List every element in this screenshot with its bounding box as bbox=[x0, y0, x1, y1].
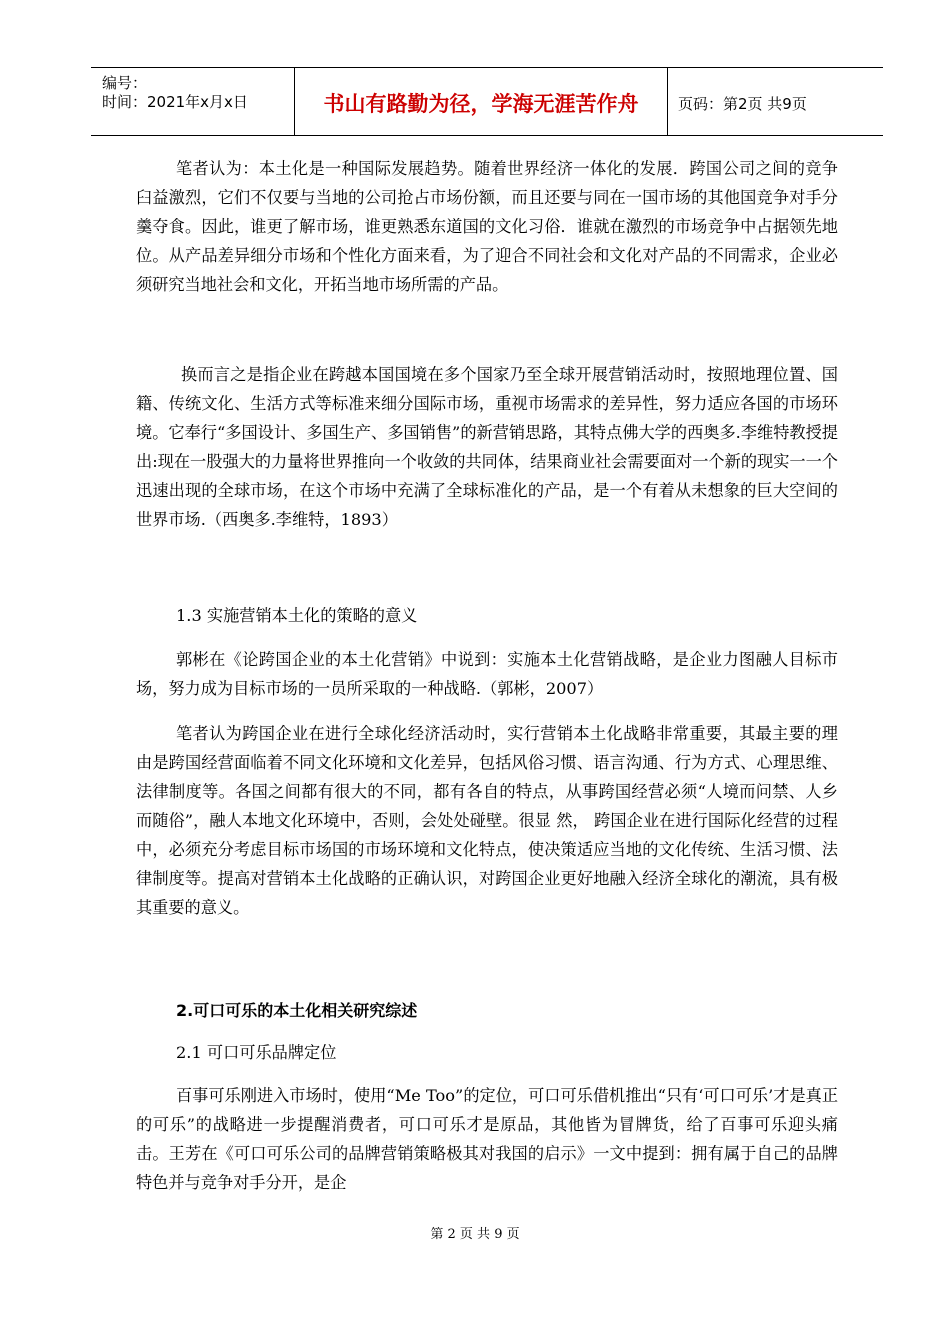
paragraph: 笔者认为：本土化是一种国际发展趋势。随着世界经济一体化的发展．跨国公司之间的竞争臼益激烈，它们不仅要与当地的公司抢占市场份额，而且还要与同在一国市场的其他国竞争对手分羹夺食。因此，谁更了解市场，谁更熟悉东道国的文化习俗．谁就在激烈的市场竞争中占据领先地位。从产品差异细分市场和个性化方面来看，为了迎合不同社会和文化对产品的不同需求，企业必须研究当地社会和文化，开拓当地市场所需的产品。 bbox=[136, 159, 838, 294]
paragraph: 百事可乐刚进入市场时，使用“Me Too”的定位，可口可乐借机推出“只有‘可口可乐’才是真正的可乐”的战略进一步提醒消费者，可口可乐才是原品，其他皆为冒牌货，给了百事可乐迎头痛击。王芳在《可口可乐公司的品牌营销策略极其对我国的启示》一文中提到：拥有属于自己的品牌特色并与竞争对手分开，是企 bbox=[136, 1086, 839, 1192]
page-number-label: 页码：第2页 共9页 bbox=[678, 95, 807, 113]
doc-id-label: 编号： bbox=[102, 74, 148, 92]
header-motto-cell bbox=[294, 68, 668, 135]
paragraph: 换而言之是指企业在跨越本国国境在多个国家乃至全球开展营销活动时，按照地理位置、国籍、传统文化、生活方式等标准来细分国际市场，重视市场需求的差异性，努力适应各国的市场环境。它奉行“多国设计、多国生产、多国销售”的新营销思路，其特点佛大学的西奥多.李维特教授提出:现在一股强大的力量将世界推向一个收敛的共同体，结果商业社会需要面对一个新的现实一一个迅速出现的全球市场，在这个市场中充满了全球标准化的产品，是一个有着从未想象的巨大空间的世界市场.（西奥多.李维特，1893） bbox=[136, 365, 838, 529]
header-page-cell bbox=[668, 68, 883, 135]
paragraph: 郭彬在《论跨国企业的本土化营销》中说到：实施本土化营销战略，是企业力图融人目标市场，努力成为目标市场的一员所采取的一种战略.（郭彬，2007） bbox=[136, 650, 838, 698]
section-heading-2-1: 2.1 可口可乐品牌定位 bbox=[176, 1043, 337, 1062]
page-footer: 第 2 页 共 9 页 bbox=[430, 1227, 520, 1242]
section-heading-2: 2.可口可乐的本土化相关研究综述 bbox=[176, 1001, 418, 1020]
header-table bbox=[91, 67, 883, 136]
motto-text: 书山有路勤为径，学海无涯苦作舟 bbox=[323, 92, 639, 116]
paragraph: 笔者认为跨国企业在进行全球化经济活动时，实行营销本土化战略非常重要，其最主要的理由是跨国经营面临着不同文化环境和文化差异，包括风俗习惯、语言沟通、行为方式、心理思维、法律制度等。各国之间都有很大的不同，都有各自的特点，从事跨国经营必须“人境而问禁、人乡而随俗”，融人本地文化环境中，否则，会处处碰壁。很显 然， 跨国企业在进行国际化经营的过程中，必须充分考虑目标市场国的市场环境和文化特点，使决策适应当地的文化传统、生活习惯、法律制度等。提高对营销本土化战略的正确认识，对跨国企业更好地融入经济全球化的潮流，具有极其重要的意义。 bbox=[136, 724, 838, 917]
header-left-cell bbox=[91, 68, 294, 135]
section-heading-1-3: 1.3 实施营销本土化的策略的意义 bbox=[176, 606, 418, 625]
doc-time-label: 时间：2021年x月x日 bbox=[102, 93, 248, 111]
